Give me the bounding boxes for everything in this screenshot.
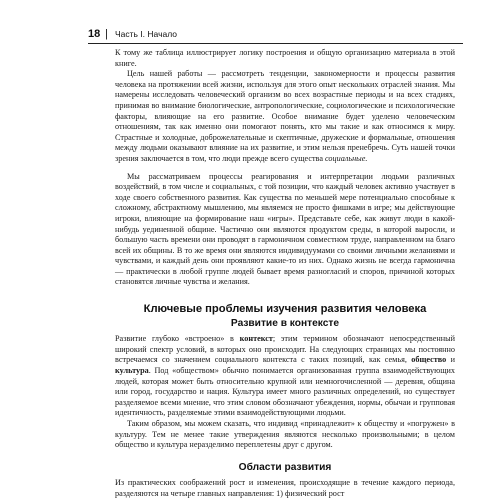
section-heading: Ключевые проблемы изучения развития человека xyxy=(143,303,427,316)
intro-paragraph-3: Мы рассматриваем процессы реагирования и интерпретации людьми различных воздействий, в том числе и социальных, с той позиции, что каждый человек активно участвует в ходе своего собственного развития. Как существа по меньшей мере потенциально способные к сложному, абстрактному мышлению, мы являемся не просто фишками в игре; мы действующие игроки, влияющие на формирование наш «игры». Представьте себе, как живут люди в какой-нибудь уединенной общине. Частично они являются продуктом среды, в которой выросли, и большую часть времени они проводят в гармоничном совместном труде, направленном на благо всей их общины. В то же время они являются индивидуумами со своими личными желаниями и чувствами, и каждый день они проявляют какие-то из них. Однако жизнь не всегда гармонична — практически в любой группе людей бывает время разногласий и споров, причиной которых становятся личные чувства и желания. xyxy=(115,171,455,287)
context-text-b: ; этим термином обозначают непосредственный широкий спектр условий, в которых оно происходит. На следующих страницах мы постоянно встречаемся со значением социального контекста с таких позиций, как семья, xyxy=(115,334,455,365)
term-culture: культура xyxy=(115,366,149,376)
term-context: контекст xyxy=(239,334,273,344)
emphasis-social: социальные. xyxy=(325,153,368,163)
subsection-heading-context: Развитие в контексте xyxy=(230,317,340,329)
context-text-c: и xyxy=(446,355,455,365)
intro-paragraph-1: К тому же таблица иллюстрирует логику построения и общую организацию материала в этой книге. xyxy=(115,48,455,68)
header-section-title: Часть I. Начало xyxy=(115,29,178,39)
context-paragraph-2: Таким образом, мы можем сказать, что индивид «принадлежит» к обществу и «погружен» в культуру. Тем не менее такие утверждения являются несколько произвольными; в целом общество и культура неразделимо переплетены друг с другом. xyxy=(115,419,455,450)
term-society: общество xyxy=(411,355,447,365)
context-text-a: Развитие глубоко «встроено» в xyxy=(115,334,240,344)
header-rule xyxy=(88,43,463,44)
domains-paragraph-1: Из практических соображений рост и изменения, происходящие в течение каждого периода, разделяются на четыре главных направления: 1) физический рост xyxy=(115,478,455,498)
intro-paragraph-2-text: Цель нашей работы — рассмотреть тенденции, закономерности и процессы развития человека на протяжении всей жизни, используя для этого опыт нескольких отраслей знания. Мы намерены исследовать человеческий организм во всех возрастные периоды и на всех стадиях, принимая во внимание биологические, антропологические, социологические и психологические факторы, влияющие на его развитие. Особое внимание будет уделено человеческим отношениям, так как именно они помогают понять, кто мы такие и как относимся к миру. Страстные и холодные, доброжелательные и скептичные, дружеские и формальные, отношения между людьми оказывают влияние на их развитие, и этим нельзя пренебречь. Суть нашей точки зрения заключается в том, что люди прежде всего существа xyxy=(115,69,455,163)
header-separator: | xyxy=(105,28,108,40)
page-body xyxy=(115,48,455,500)
page-number: 18 xyxy=(88,28,101,40)
running-header xyxy=(88,27,463,41)
context-text-d: . Под «обществом» обычно понимается организованная группа взаимодействующих людей, которая может быть относительно крупной или немногочисленной — деревня, община или город, государство и нация. Культура имеет много различных определений, но существует разделяемое всеми мнение, что этим словом обозначают убеждения, нормы, обычаи и групповая идентичность, разделяемые этими взаимодействующими людьми. xyxy=(115,366,455,418)
intro-paragraph-2 xyxy=(115,69,455,164)
subsection-heading-domains: Области развития xyxy=(238,461,332,473)
context-paragraph-1 xyxy=(115,334,455,419)
